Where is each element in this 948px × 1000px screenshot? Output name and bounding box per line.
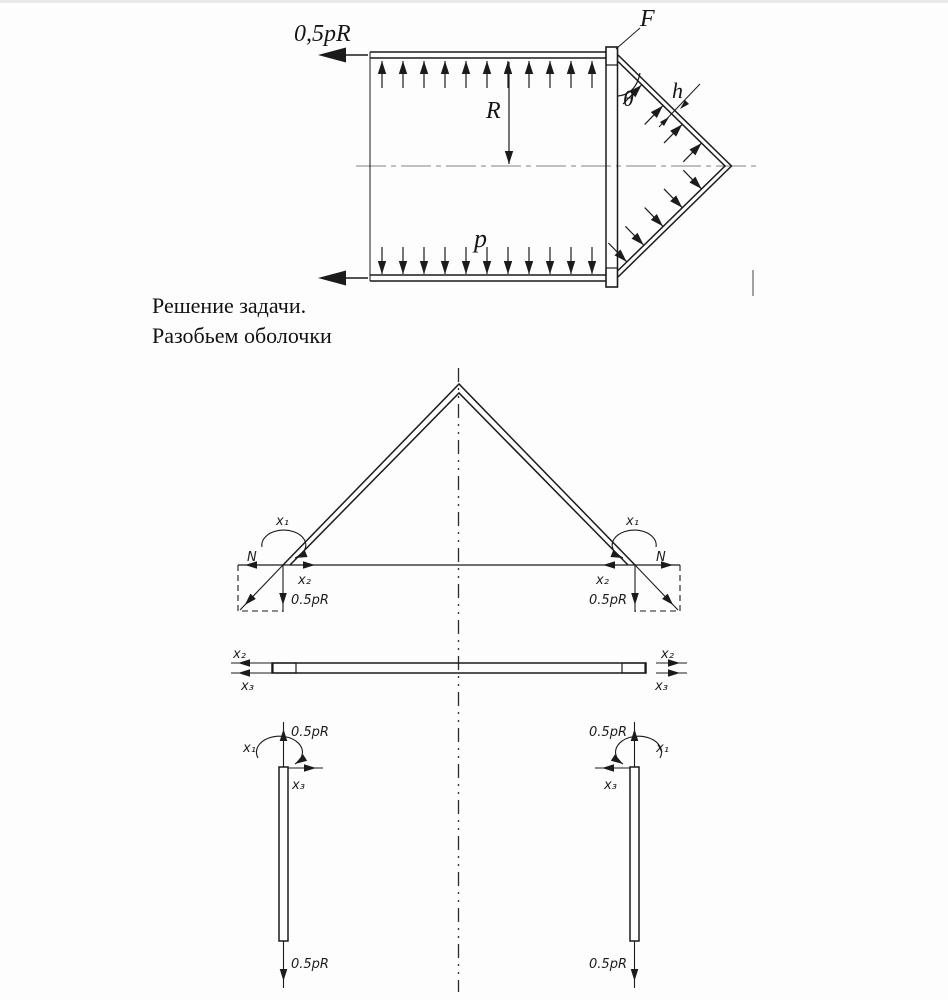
pressure-arrows-top-wall [382,61,592,88]
solution-line-1: Решение задачи. [152,293,307,318]
x2-label: x₂ [233,647,246,662]
meridional-force-arrow-right [635,565,678,610]
x2-label: x₂ [298,573,311,588]
thickness-label: h [672,78,683,103]
solution-text-block [152,291,332,351]
flange-annotation [616,6,655,49]
n-label: N [247,550,257,565]
half-pr-label: 0.5pR [589,957,627,972]
half-pr-label: 0.5pR [291,725,329,740]
flange-label: F [640,6,655,32]
moment-x1-arc-cyl-right [616,736,662,764]
axial-reaction-arrow-top [318,48,368,63]
bulkhead-hatch-top [606,47,618,65]
bulkhead-hatch-bottom [606,268,618,287]
x1-label: x₁ [626,514,639,529]
moment-x1-arc-right [612,530,656,558]
cylinder-free-body-left [242,722,329,988]
half-pr-label: 0.5pR [589,593,627,608]
x1-label: x₁ [243,741,256,756]
cone-angle-annotation [618,73,640,111]
solution-line-2: Разобьем оболочки [152,323,332,348]
radius-dimension [485,62,509,164]
cylinder-top-wall [370,52,606,58]
angle-label: θ [623,86,634,111]
x3-label: x₃ [241,679,254,694]
pressure-arrows-bottom-wall [382,247,592,274]
x3-label: x₃ [292,778,305,793]
half-pr-label: 0.5pR [589,725,627,740]
plate-hatch-right [622,663,645,673]
x1-label: x₁ [656,741,669,756]
cylinder-free-body-right [589,722,669,988]
cylinder-bottom-wall [370,275,606,281]
n-label: N [656,550,666,565]
x2-label: x₂ [596,573,609,588]
moment-x1-arc-cyl-left [256,736,302,764]
cylinder-wall-left [279,767,288,941]
x3-label: x₃ [604,778,617,793]
cone-edge-forces-right [589,514,680,612]
cone-edge-forces-left [238,514,329,612]
plate-hatch-left [273,663,296,673]
bottom-diagram [231,368,687,992]
cylinder-wall-right [630,767,639,941]
x1-label: x₁ [276,514,289,529]
wall-thickness-annotation [659,78,700,127]
top-diagram [294,6,758,296]
x3-label: x₃ [655,679,668,694]
plate-free-body [231,647,687,694]
x2-label: x₂ [661,647,674,662]
reaction-force-label: 0,5pR [294,21,351,47]
axial-reaction-arrow-bottom [318,271,368,286]
moment-x1-arc-left [262,530,306,558]
meridional-force-arrow-left [240,565,283,610]
half-pr-label: 0.5pR [291,957,329,972]
half-pr-label: 0.5pR [291,593,329,608]
pressure-label: p [474,224,487,253]
radius-label: R [486,98,501,124]
